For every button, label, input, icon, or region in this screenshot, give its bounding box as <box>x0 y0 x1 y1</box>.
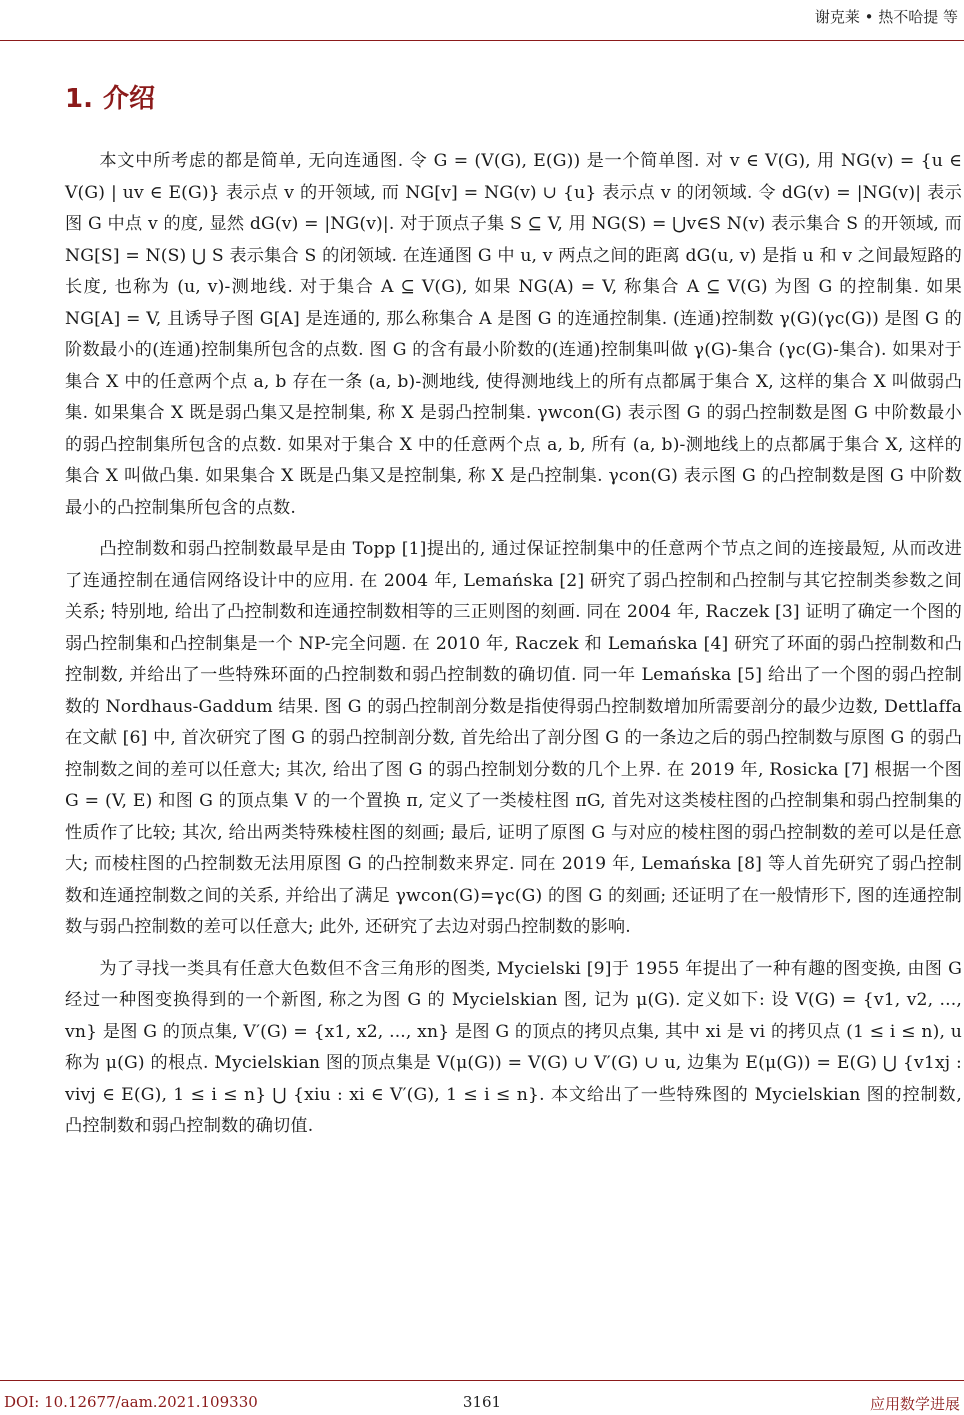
running-head-authors: 谢克莱 • 热不哈提 等 <box>814 8 958 26</box>
paragraph-mycielskian: 为了寻找一类具有任意大色数但不含三角形的图类, Mycielski [9]于 1955 年提出了一种有趣的图变换, 由图 G 经过一种图变换得到的一个新图, 称之为图 G 的 Mycielskian 图, 记为 μ(G). 定义如下: 设 V(G) = {v1, v2, ..., vn} 是图 G 的顶点集, V′(G) = {x1, x2, ..., xn} 是图 G 的顶点的拷贝点集, 其中 xi 是 vi 的拷贝点 (1 ≤ i ≤ n), u 称为 μ(G) 的根点. Mycielskian 图的顶点集是 V(μ(G)) = V(G) ∪ V′(G) ∪ u, 边集为 E(μ(G)) = E(G) ⋃ {v1xj : vivj ∈ E(G), 1 ≤ i ≤ n} ⋃ {xiu : xi ∈ V′(G), 1 ≤ i ≤ n}. 本文给出了一些特殊图的 Mycielskian 图的控制数, 凸控制数和弱凸控制数的确切值. <box>65 958 962 1136</box>
paragraph-definitions: 本文中所考虑的都是简单, 无向连通图. 令 G = (V(G), E(G)) 是一个简单图. 对 v ∈ V(G), 用 NG(v) = {u ∈ V(G) | uv ∈ E(G)} 表示点 v 的开领域, 而 NG[v] = NG(v) ∪ {u} 表示点 v 的闭领域. 令 dG(v) = |NG(v)| 表示图 G 中点 v 的度, 显然 dG(v) = |NG(v)|. 对于顶点子集 S ⊆ V, 用 NG(S) = ⋃v∈S N(v) 表示集合 S 的开领域, 而 NG[S] = N(S) ⋃ S 表示集合 S 的闭领域. 在连通图 G 中 u, v 两点之间的距离 dG(u, v) 是指 u 和 v 之间最短路的长度, 也称为 (u, v)-测地线. 对于集合 A ⊆ V(G), 如果 NG(A) = V, 称集合 A ⊆ V(G) 为图 G 的控制集. 如果 NG[A] = V, 且诱导子图 G[A] 是连通的, 那么称集合 A 是图 G 的连通控制集. (连通)控制数 γ(G)(γc(G)) 是图 G 的阶数最小的(连通)控制集所包含的点数. 图 G 的含有最小阶数的(连通)控制集叫做 γ(G)-集合 (γc(G)-集合). 如果对于集合 X 中的任意两个点 a, b 存在一条 (a, b)-测地线, 使得测地线上的所有点都属于集合 X, 这样的集合 X 叫做弱凸集. 如果集合 X 既是弱凸集又是控制集, 称 X 是弱凸控制集. γwcon(G) 表示图 G 的弱凸控制数是图 G 中阶数最小的弱凸控制集所包含的点数. 如果对于集合 X 中的任意两个点 a, b, 所有 (a, b)-测地线上的点都属于集合 X, 这样的集合 X 叫做凸集. 如果集合 X 既是凸集又是控制集, 称 X 是凸控制集. γcon(G) 表示图 G 的凸控制数是图 G 中阶数最小的凸控制集所包含的点数. <box>65 151 962 518</box>
section-heading <box>65 78 155 115</box>
page-header <box>0 0 964 41</box>
page-number: 3161 <box>462 1393 502 1411</box>
doi-link[interactable]: DOI: 10.12677/aam.2021.109330 <box>4 1393 258 1411</box>
journal-name: 应用数学进展 <box>869 1395 960 1413</box>
page-footer <box>0 1380 964 1415</box>
section-title: 介绍 <box>102 84 155 114</box>
body-text <box>65 146 962 1153</box>
section-number: 1. <box>65 84 93 114</box>
paragraph-literature: 凸控制数和弱凸控制数最早是由 Topp [1]提出的, 通过保证控制集中的任意两个节点之间的连接最短, 从而改进了连通控制在通信网络设计中的应用. 在 2004 年, Lemańska [2] 研究了弱凸控制和凸控制与其它控制类参数之间关系; 特别地, 给出了凸控制数和连通控制数相等的三正则图的刻画. 同在 2004 年, Raczek [3] 证明了确定一个图的弱凸控制集和凸控制集是一个 NP-完全问题. 在 2010 年, Raczek 和 Lemańska [4] 研究了环面的弱凸控制数和凸控制数, 并给出了一些特殊环面的凸控制数和弱凸控制数的确切值. 同一年 Lemańska [5] 给出了一个图的弱凸控制数的 Nordhaus-Gaddum 结果. 图 G 的弱凸控制剖分数是指使得弱凸控制数增加所需要剖分的最少边数, Dettlaffa 在文献 [6] 中, 首次研究了图 G 的弱凸控制剖分数, 首先给出了剖分图 G 的一条边之后的弱凸控制数与原图 G 的弱凸控制数之间的差可以任意大; 其次, 给出了图 G 的弱凸控制划分数的几个上界. 在 2019 年, Rosicka [7] 根据一个图 G = (V, E) 和图 G 的顶点集 V 的一个置换 π, 定义了一类棱柱图 πG, 首先对这类棱柱图的凸控制集和弱凸控制集的性质作了比较; 其次, 给出两类特殊棱柱图的刻画; 最后, 证明了原图 G 与对应的棱柱图的弱凸控制数的差可以是任意大; 而棱柱图的凸控制数无法用原图 G 的凸控制数来界定. 同在 2019 年, Lemańska [8] 等人首先研究了弱凸控制数和连通控制数之间的关系, 并给出了满足 γwcon(G)=γc(G) 的图 G 的刻画; 还证明了在一般情形下, 图的连通控制数与弱凸控制数的差可以任意大; 此外, 还研究了去边对弱凸控制数的影响. <box>65 539 962 937</box>
